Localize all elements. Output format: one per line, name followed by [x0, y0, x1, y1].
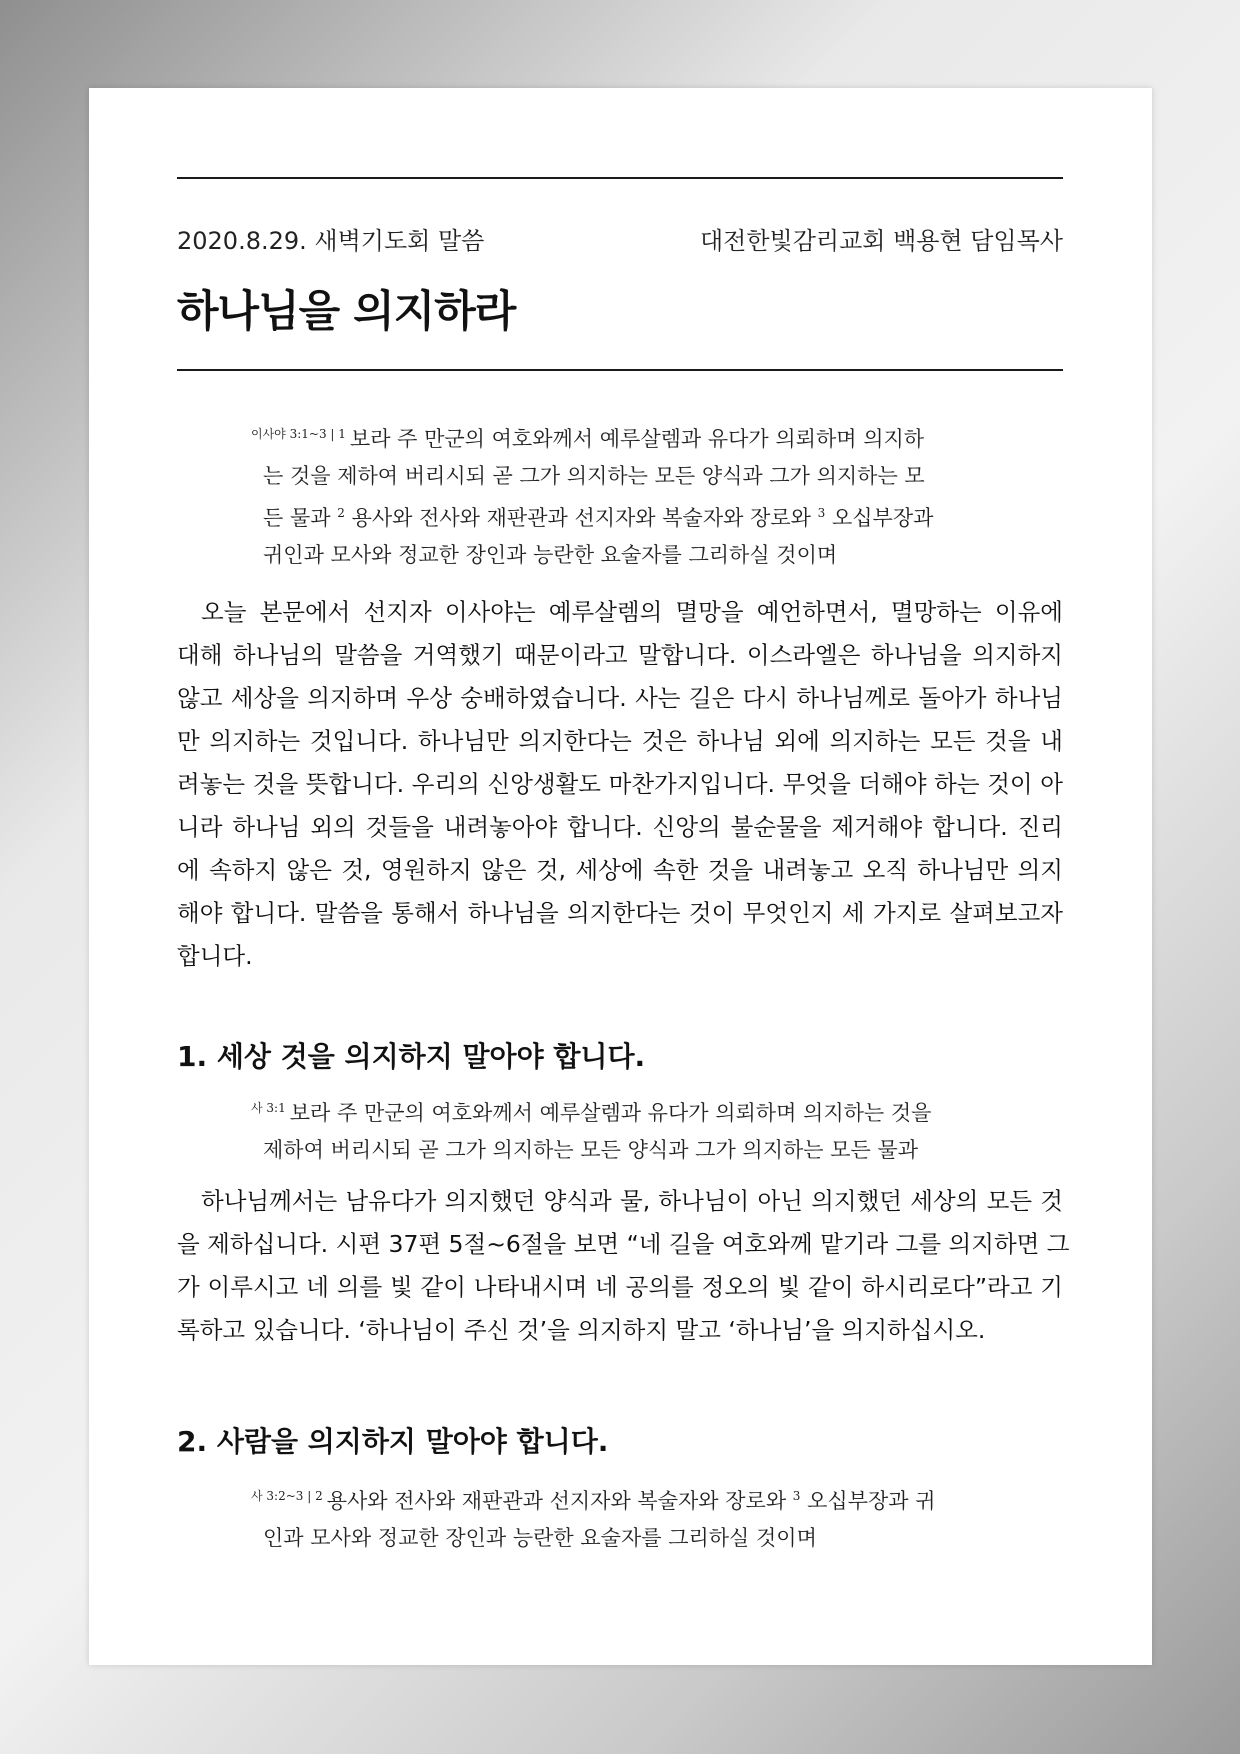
scripture-text: 용사와 전사와 재판관과 선지자와 복술자와 장로와 [326, 1489, 787, 1513]
intro-paragraph [177, 591, 1063, 978]
paragraph-line: 오늘 본문에서 선지자 이사야는 예루살렘의 멸망을 예언하면서, 멸망하는 이유에 [201, 598, 1063, 626]
verse-number: 3 [792, 1489, 801, 1503]
scripture-text: 오십부장과 [831, 506, 934, 530]
paragraph-line: 려놓는 것을 뜻합니다. 우리의 신앙생활도 마찬가지입니다. 무엇을 더해야 하는 것이 아 [177, 770, 1063, 798]
scripture-reference: 사 3:1 [251, 1101, 286, 1115]
scripture-text: 보라 주 만군의 여호와께서 예루살렘과 유다가 의뢰하며 의지하는 것을 [289, 1101, 932, 1125]
scripture-line: 는 것을 제하여 버리시되 곧 그가 의지하는 모든 양식과 그가 의지하는 모 [263, 464, 925, 488]
scripture-line [251, 495, 986, 537]
paragraph-line: 하나님께서는 남유다가 의지했던 양식과 물, 하나님이 아닌 의지했던 세상의 모든 것 [201, 1187, 1063, 1215]
scripture-line [251, 416, 986, 458]
church-pastor-label: 대전한빛감리교회 백용현 담임목사 [699, 227, 1063, 255]
scripture-line [251, 1090, 986, 1132]
verse-number: 3 [817, 506, 826, 520]
scripture-line: 제하여 버리시되 곧 그가 의지하는 모든 양식과 그가 의지하는 모든 물과 [263, 1138, 919, 1162]
title-rule [177, 369, 1063, 371]
scripture-text: 보라 주 만군의 여호와께서 예루살렘과 유다가 의뢰하며 의지하 [349, 427, 925, 451]
paragraph-line: 니라 하나님 외의 것들을 내려놓아야 합니다. 신앙의 불순물을 제거해야 합니다. 진리 [177, 813, 1063, 841]
verse-number: 2 [337, 506, 345, 520]
section-1-paragraph [177, 1180, 1070, 1352]
scripture-text: 든 물과 [263, 506, 331, 530]
section-1-heading: 1. 세상 것을 의지하지 말아야 합니다. [177, 1040, 646, 1073]
scripture-line [251, 1478, 986, 1520]
scripture-block-section-1 [251, 1090, 986, 1169]
paragraph-line: 합니다. [177, 942, 253, 970]
scripture-line: 인과 모사와 정교한 장인과 능란한 요술자를 그리하실 것이며 [263, 1526, 817, 1550]
sermon-date-label: 2020.8.29. 새벽기도회 말씀 [177, 227, 485, 255]
document-page [89, 88, 1152, 1665]
paragraph-line: 만 의지하는 것입니다. 하나님만 의지한다는 것은 하나님 외에 의지하는 모든 것을 내 [177, 727, 1063, 755]
paragraph-line: 에 속하지 않은 것, 영원하지 않은 것, 세상에 속한 것을 내려놓고 오직 하나님만 의지 [177, 856, 1063, 884]
scripture-line: 귀인과 모사와 정교한 장인과 능란한 요술자를 그리하실 것이며 [263, 543, 838, 567]
scripture-text: 오십부장과 귀 [807, 1489, 936, 1513]
scripture-text: 용사와 전사와 재판관과 선지자와 복술자와 장로와 [351, 506, 811, 530]
paragraph-line: 대해 하나님의 말씀을 거역했기 때문이라고 말합니다. 이스라엘은 하나님을 의지하지 [177, 641, 1063, 669]
sermon-title: 하나님을 의지하라 [177, 287, 516, 337]
scripture-block-section-2 [251, 1478, 986, 1557]
paragraph-line: 을 제하십니다. 시편 37편 5절~6절을 보면 “네 길을 여호와께 맡기라 그를 의지하면 그 [177, 1230, 1070, 1258]
paragraph-line: 록하고 있습니다. ‘하나님이 주신 것’을 의지하지 말고 ‘하나님’을 의지하십시오. [177, 1316, 986, 1344]
scripture-block-main [251, 416, 986, 574]
scripture-reference: 사 3:2~3 | 2 [251, 1489, 323, 1503]
section-2-heading: 2. 사람을 의지하지 말아야 합니다. [177, 1425, 609, 1458]
paragraph-line: 가 이루시고 네 의를 빛 같이 나타내시며 네 공의를 정오의 빛 같이 하시리로다”라고 기 [177, 1273, 1063, 1301]
top-rule [177, 177, 1063, 179]
paragraph-line: 않고 세상을 의지하며 우상 숭배하였습니다. 사는 길은 다시 하나님께로 돌아가 하나님 [177, 684, 1063, 712]
scripture-reference: 이사야 3:1~3 | 1 [251, 427, 346, 441]
paragraph-line: 해야 합니다. 말씀을 통해서 하나님을 의지한다는 것이 무엇인지 세 가지로 살펴보고자 [177, 899, 1063, 927]
